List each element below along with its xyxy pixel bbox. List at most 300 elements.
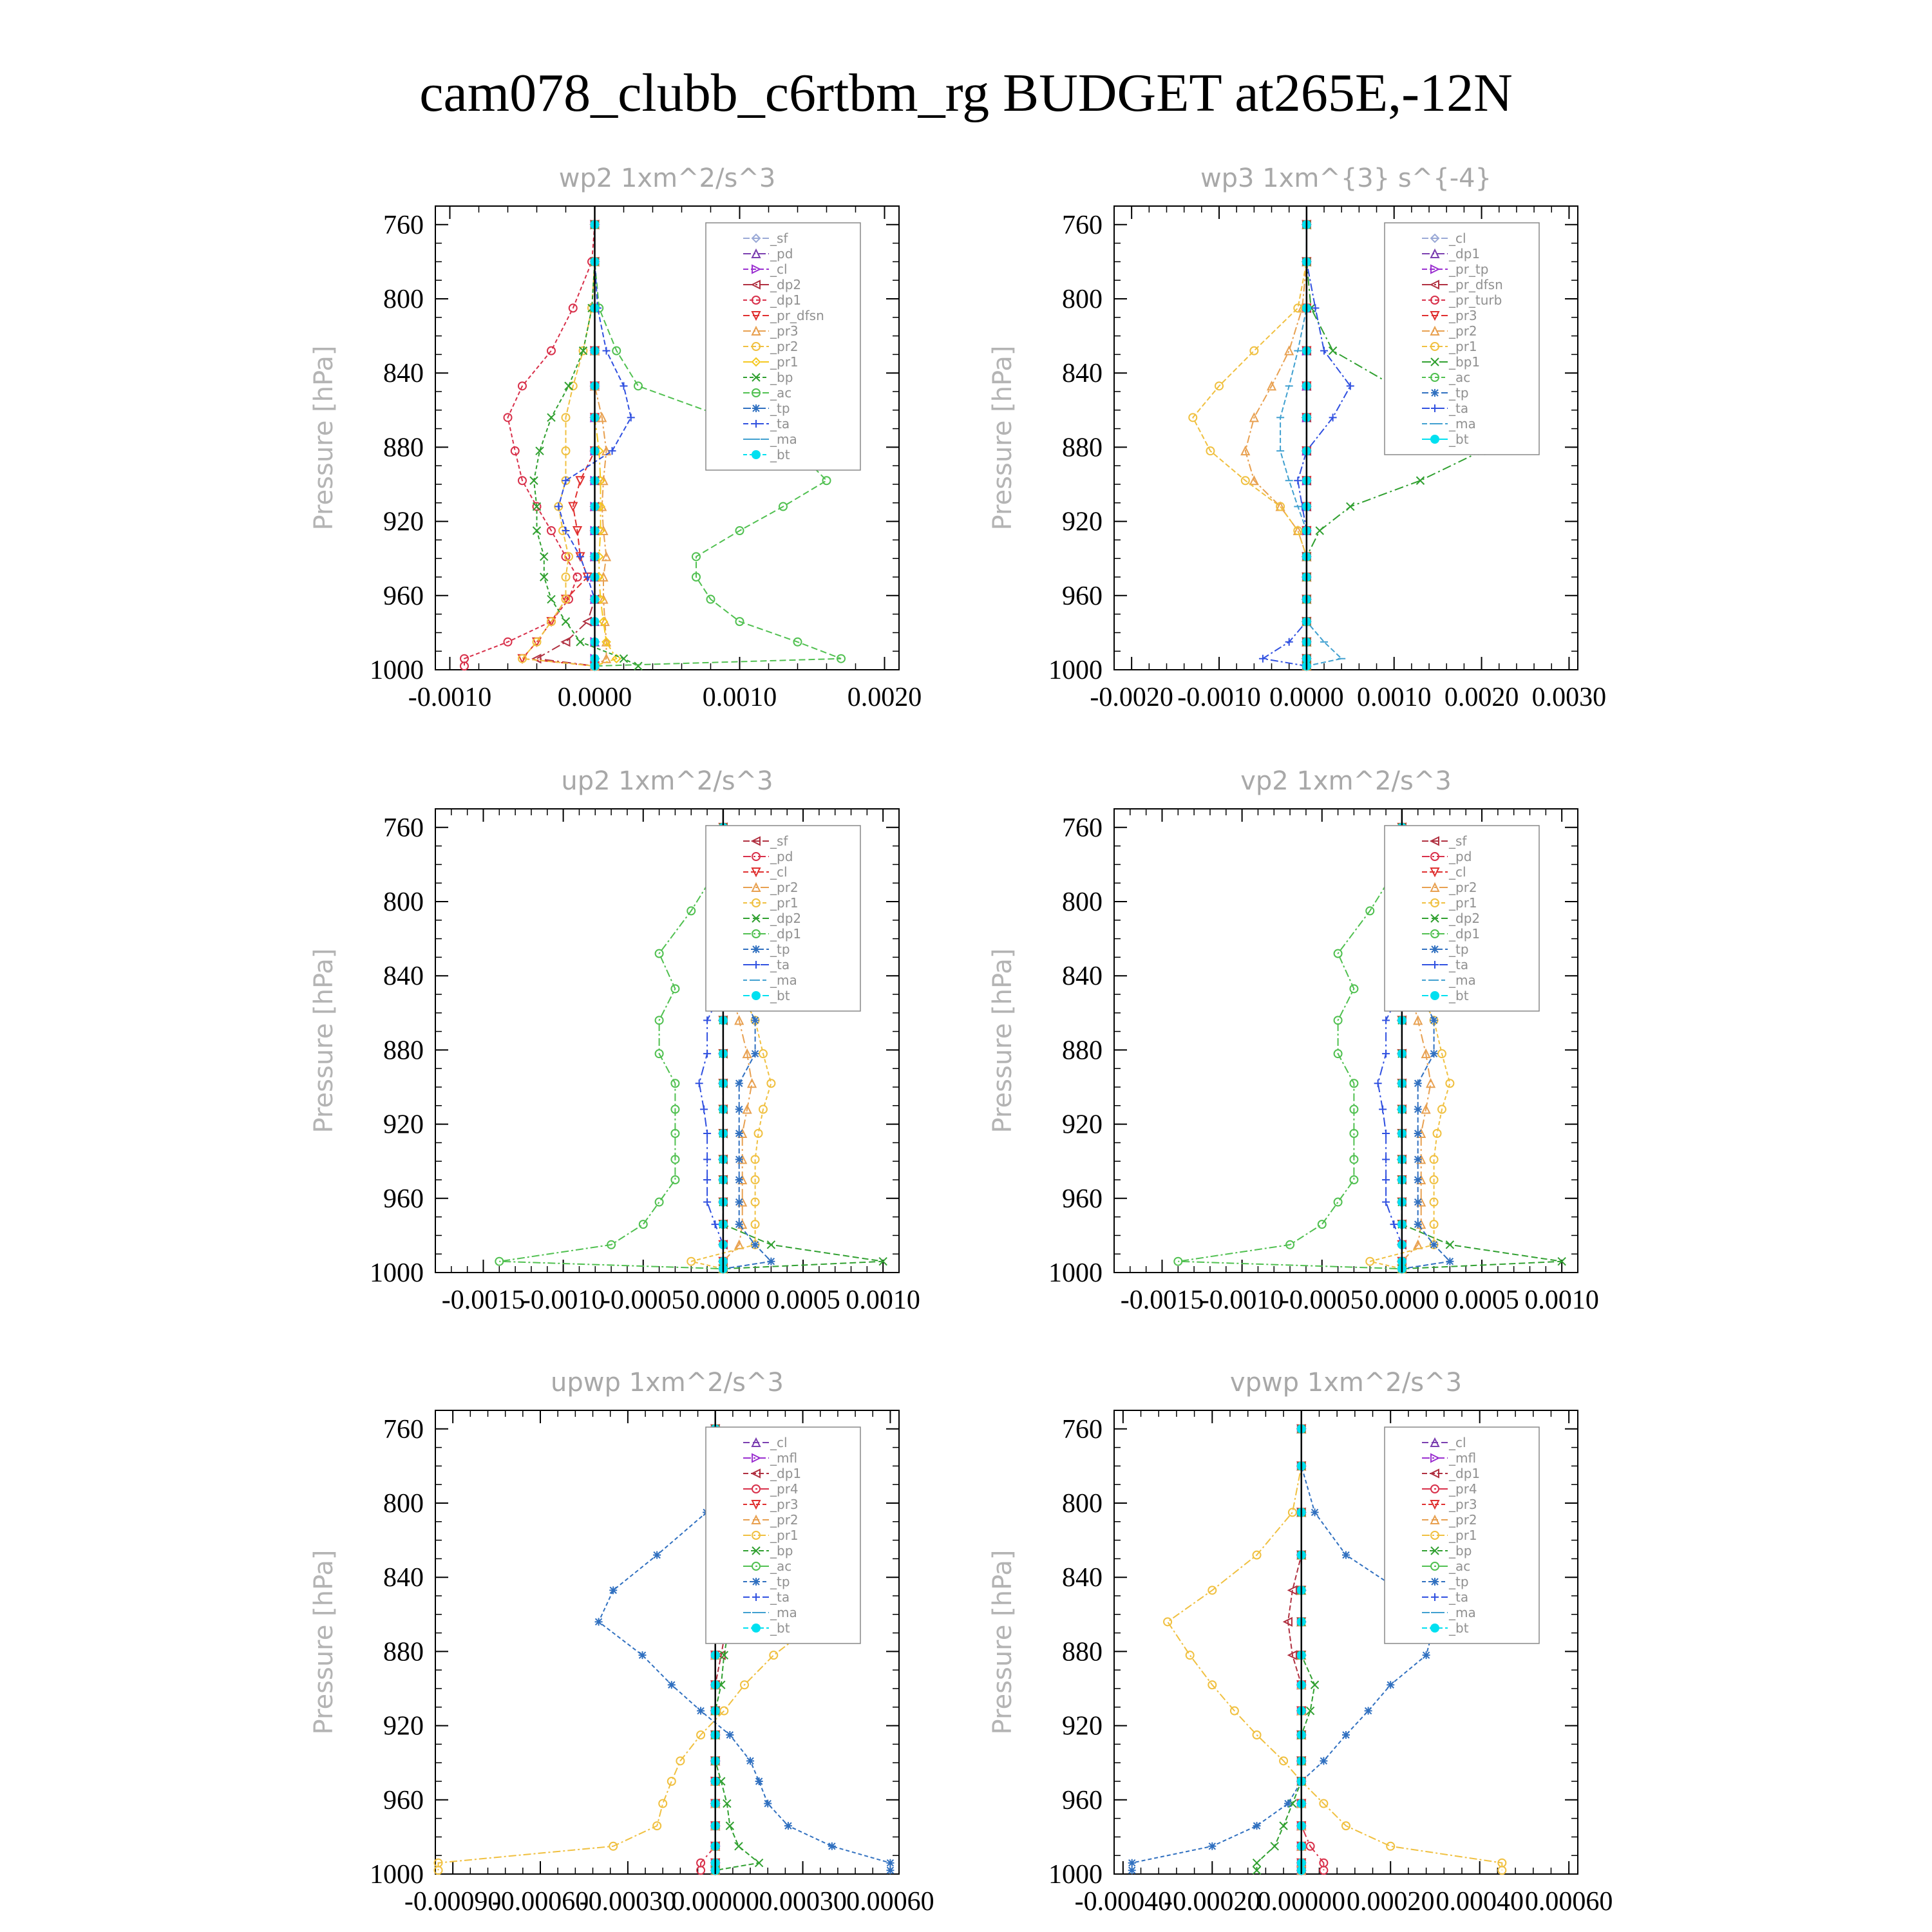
data-point: [653, 1551, 661, 1559]
y-tick-label: 760: [1062, 210, 1103, 240]
panel-3: [309, 766, 920, 1315]
data-point: [1414, 1155, 1422, 1163]
legend-marker: [1430, 1624, 1439, 1633]
y-tick-label: 960: [1062, 1785, 1103, 1815]
data-point: [1342, 1731, 1350, 1739]
data-point: [1498, 1866, 1506, 1874]
data-point: [1250, 347, 1258, 355]
legend-entry: _mfl: [770, 1450, 798, 1466]
legend-entry: _dp1: [1449, 246, 1481, 261]
data-point: [700, 1106, 708, 1113]
legend-entry: _sf: [770, 833, 788, 849]
data-point: [1390, 1220, 1397, 1228]
data-point: [1414, 1176, 1422, 1184]
legend-entry: _pr1: [770, 354, 799, 370]
x-tick-label: 0.00000: [1257, 1887, 1346, 1917]
legend-marker: [752, 991, 761, 1000]
legend-entry: _tp: [770, 401, 790, 416]
legend-entry: _sf: [770, 231, 788, 246]
data-point: [1208, 1842, 1216, 1850]
data-point: [639, 1220, 647, 1228]
y-axis-label: Pressure [hPa]: [309, 1549, 339, 1735]
data-point: [711, 1220, 719, 1228]
y-tick-label: 960: [1062, 1184, 1103, 1214]
legend-entry: _pr3: [770, 323, 799, 339]
legend-entry: _dp1: [770, 1466, 802, 1481]
x-tick-label: -0.00090: [404, 1887, 502, 1917]
data-point: [547, 347, 555, 355]
series-line: [1178, 828, 1402, 1269]
legend-entry: _pr1: [1449, 1528, 1477, 1543]
data-point: [703, 1016, 711, 1024]
data-point: [1365, 1707, 1372, 1715]
y-tick-label: 1000: [370, 1258, 424, 1288]
y-tick-label: 800: [1062, 887, 1103, 917]
data-point: [735, 1198, 743, 1206]
legend-marker: [752, 945, 760, 953]
legend-entry: _tp: [1449, 1574, 1469, 1589]
data-point: [823, 477, 831, 484]
series-pr2: [1242, 221, 1311, 670]
data-point: [1347, 503, 1354, 511]
data-point: [1414, 1220, 1422, 1228]
legend-marker: [752, 1624, 761, 1633]
legend-entry: _cl: [1449, 231, 1466, 246]
data-point: [735, 1220, 743, 1228]
series-line: [1245, 225, 1307, 666]
data-point: [735, 1130, 743, 1137]
x-tick-label: 0.0005: [766, 1285, 840, 1315]
legend-entry: _bt: [770, 988, 790, 1003]
legend-entry: _ma: [770, 972, 797, 988]
data-point: [671, 1176, 679, 1184]
x-tick-label: 0.00060: [1524, 1887, 1613, 1917]
legend-marker: [1431, 945, 1439, 953]
x-tick-label: 0.0000: [1269, 683, 1344, 712]
legend-entry: _pd: [770, 246, 793, 261]
legend-entry: _dp1: [770, 292, 802, 308]
y-tick-label: 840: [1062, 359, 1103, 389]
y-tick-label: 880: [383, 433, 424, 463]
data-point: [1186, 1651, 1194, 1659]
y-tick-label: 920: [383, 507, 424, 537]
data-point: [1253, 1859, 1261, 1867]
data-point: [1382, 1176, 1390, 1184]
legend: [1385, 826, 1539, 1011]
x-tick-label: 0.0010: [1356, 683, 1432, 712]
x-tick-label: 0.0000: [686, 1285, 761, 1315]
legend-entry: _ma: [770, 1605, 797, 1620]
x-tick-label: 0.0030: [1531, 683, 1607, 712]
data-point: [1320, 1866, 1327, 1874]
legend-entry: _cl: [1449, 1435, 1466, 1450]
legend-entry: _dp1: [770, 926, 802, 942]
data-point: [784, 1822, 792, 1830]
data-point: [767, 1079, 775, 1087]
legend-entry: _cl: [770, 1435, 788, 1450]
data-point: [547, 413, 555, 421]
y-axis-label: Pressure [hPa]: [309, 345, 339, 531]
legend-entry: _cl: [770, 864, 788, 880]
legend-entry: _tp: [1449, 942, 1469, 957]
y-tick-label: 960: [383, 1184, 424, 1214]
legend-entry: _dp2: [770, 277, 802, 292]
data-point: [746, 1757, 754, 1765]
data-point: [735, 1842, 743, 1850]
legend-entry: _bt: [1449, 1620, 1469, 1636]
series-line: [522, 225, 595, 666]
data-point: [659, 1800, 667, 1808]
y-tick-label: 1000: [1048, 656, 1103, 685]
data-point: [767, 1241, 775, 1249]
legend-entry: _ma: [1449, 972, 1476, 988]
data-point: [1294, 477, 1302, 484]
y-tick-label: 760: [383, 813, 424, 843]
panel-title: wp3 1xm^{3} s^{-4}: [1200, 164, 1492, 193]
legend-entry: _ta: [770, 1589, 790, 1605]
data-point: [1280, 1822, 1287, 1830]
legend-entry: _pr3: [1449, 308, 1477, 323]
legend-entry: _ac: [770, 1558, 792, 1574]
legend-entry: _ta: [1449, 401, 1469, 416]
legend-entry: _tp: [1449, 385, 1469, 401]
data-point: [576, 477, 584, 484]
data-point: [627, 413, 635, 421]
data-point: [1329, 347, 1337, 355]
legend-entry: _pr2: [770, 339, 799, 354]
y-tick-label: 920: [1062, 1711, 1103, 1741]
data-point: [533, 655, 541, 663]
x-tick-label: -0.0015: [1120, 1285, 1204, 1315]
legend-entry: _pd: [1449, 849, 1472, 864]
legend-entry: _tp: [770, 1574, 790, 1589]
x-tick-label: 0.0005: [1444, 1285, 1519, 1315]
y-tick-label: 800: [383, 285, 424, 314]
data-point: [1284, 1800, 1292, 1808]
data-point: [1259, 655, 1267, 663]
data-point: [1128, 1866, 1136, 1874]
legend-entry: _bt: [770, 1620, 790, 1636]
series-dp1: [1174, 824, 1406, 1273]
data-point: [1271, 1842, 1278, 1850]
legend-entry: _ta: [770, 957, 790, 972]
data-point: [764, 1800, 772, 1808]
legend-entry: _bp1: [1449, 354, 1481, 370]
legend-entry: _pr2: [1449, 1512, 1477, 1528]
legend-entry: _bp: [1449, 1543, 1472, 1558]
series-bp: [530, 221, 642, 670]
data-point: [668, 1777, 676, 1785]
legend-entry: _dp1: [1449, 926, 1481, 942]
x-tick-label: -0.00060: [491, 1887, 589, 1917]
data-point: [562, 618, 570, 625]
x-tick-label: 0.00060: [846, 1887, 934, 1917]
panel-4: [988, 766, 1599, 1315]
legend-entry: _pr2: [770, 880, 799, 895]
data-point: [1430, 1016, 1438, 1024]
y-tick-label: 920: [383, 1711, 424, 1741]
data-point: [1387, 1681, 1394, 1689]
y-tick-label: 1000: [1048, 1258, 1103, 1288]
legend-entry: _bp: [770, 1543, 793, 1558]
data-point: [828, 1842, 836, 1850]
y-tick-label: 920: [1062, 1110, 1103, 1140]
series-pr_dfsn: [518, 221, 599, 670]
data-point: [595, 1618, 603, 1625]
y-tick-label: 760: [1062, 1414, 1103, 1444]
data-point: [1311, 1508, 1319, 1516]
data-point: [1128, 1859, 1136, 1867]
series-pr1: [1189, 221, 1311, 670]
data-point: [1320, 347, 1328, 355]
data-point: [1374, 1079, 1382, 1087]
data-point: [1379, 1106, 1387, 1113]
legend-entry: _bp: [770, 370, 793, 385]
data-point: [1311, 304, 1319, 312]
x-tick-label: 0.0010: [702, 683, 777, 712]
legend-entry: _ac: [770, 385, 792, 401]
legend-entry: _pr3: [1449, 1497, 1477, 1512]
data-point: [1320, 1757, 1327, 1765]
legend-entry: _cl: [770, 261, 788, 277]
legend-entry: _pr4: [770, 1481, 799, 1497]
panel-6: [988, 1368, 1613, 1917]
legend-entry: _dp1: [1449, 1466, 1481, 1481]
data-point: [703, 1050, 711, 1057]
legend-marker: [1431, 1578, 1439, 1586]
legend-entry: _ma: [1449, 416, 1476, 431]
legend-entry: _bt: [770, 447, 790, 462]
y-tick-label: 960: [383, 1785, 424, 1815]
data-point: [735, 1106, 743, 1113]
data-point: [1382, 1155, 1390, 1163]
data-point: [726, 1731, 734, 1739]
y-tick-label: 960: [383, 581, 424, 611]
data-point: [565, 382, 573, 390]
data-point: [576, 638, 584, 646]
series-line: [1193, 225, 1307, 666]
legend-marker: [752, 1578, 760, 1586]
y-tick-label: 800: [1062, 1489, 1103, 1519]
x-tick-label: 0.0020: [1444, 683, 1519, 712]
legend-entry: _ac: [1449, 370, 1471, 385]
legend-entry: _pr2: [1449, 323, 1477, 339]
legend-entry: _ta: [1449, 1589, 1469, 1605]
legend-entry: _tp: [770, 942, 790, 957]
series-line: [499, 828, 723, 1269]
y-tick-label: 840: [1062, 961, 1103, 992]
data-point: [703, 1155, 711, 1163]
legend-entry: _mfl: [1449, 1450, 1477, 1466]
legend-entry: _pr3: [770, 1497, 799, 1512]
x-tick-label: -0.0010: [521, 1285, 605, 1315]
x-tick-label: 0.0010: [1524, 1285, 1599, 1315]
panel-5: [309, 1368, 934, 1917]
legend-entry: _pr_tp: [1449, 261, 1489, 277]
legend-entry: _pr_dfsn: [770, 308, 824, 323]
legend-entry: _ac: [1449, 1558, 1471, 1574]
data-point: [1423, 1651, 1430, 1659]
legend-entry: _pr2: [770, 1512, 799, 1528]
x-tick-label: -0.0010: [1200, 1285, 1284, 1315]
panel-title: up2 1xm^2/s^3: [561, 766, 773, 796]
data-point: [1382, 1050, 1390, 1057]
data-point: [1253, 1822, 1261, 1830]
legend-entry: _ta: [1449, 957, 1469, 972]
legend-entry: _ma: [770, 431, 797, 447]
y-tick-label: 840: [383, 359, 424, 389]
legend-marker: [1430, 435, 1439, 444]
series-line: [534, 225, 638, 666]
data-point: [1285, 347, 1293, 355]
legend-marker: [1431, 389, 1439, 397]
legend-entry: _pr1: [1449, 895, 1477, 911]
data-point: [574, 573, 582, 581]
panel-1: [309, 164, 922, 712]
y-tick-label: 760: [383, 1414, 424, 1444]
y-tick-label: 1000: [1048, 1860, 1103, 1889]
data-point: [752, 1241, 759, 1249]
legend-entry: _pd: [770, 849, 793, 864]
panel-title: upwp 1xm^2/s^3: [551, 1368, 784, 1397]
data-point: [886, 1859, 894, 1867]
x-tick-label: 0.0000: [1365, 1285, 1439, 1315]
series-dp1: [460, 221, 599, 670]
x-tick-label: -0.00030: [579, 1887, 677, 1917]
series-line: [464, 225, 595, 666]
data-point: [1311, 1681, 1319, 1689]
data-point: [703, 1130, 711, 1137]
y-axis-label: Pressure [hPa]: [988, 345, 1018, 531]
data-point: [562, 638, 570, 646]
legend-entry: _pr1: [770, 895, 799, 911]
series-dp1: [495, 824, 727, 1273]
y-tick-label: 920: [383, 1110, 424, 1140]
data-point: [886, 1866, 894, 1874]
legend-entry: _ma: [1449, 1605, 1476, 1620]
y-tick-label: 960: [1062, 581, 1103, 611]
data-point: [547, 596, 555, 603]
panel-2: [988, 164, 1606, 712]
legend-entry: _cl: [1449, 864, 1466, 880]
x-tick-label: -0.00020: [1164, 1887, 1261, 1917]
data-point: [752, 1016, 759, 1024]
data-point: [1334, 1198, 1342, 1206]
legend-entry: _sf: [1449, 833, 1467, 849]
legend-entry: _pr1: [1449, 339, 1477, 354]
x-tick-label: -0.0010: [408, 683, 492, 712]
y-tick-label: 840: [383, 1563, 424, 1593]
data-point: [1382, 1130, 1390, 1137]
panel-title: vpwp 1xm^2/s^3: [1229, 1368, 1463, 1397]
y-tick-label: 880: [1062, 1036, 1103, 1066]
series-pr2: [518, 221, 599, 670]
y-tick-label: 800: [383, 1489, 424, 1519]
data-point: [1446, 1079, 1454, 1087]
y-axis-label: Pressure [hPa]: [309, 948, 339, 1133]
legend-entry: _pr2: [1449, 880, 1477, 895]
data-point: [1316, 527, 1323, 535]
data-point: [1416, 477, 1424, 484]
x-tick-label: -0.0015: [441, 1285, 526, 1315]
x-tick-label: 0.00020: [1346, 1887, 1435, 1917]
y-tick-label: 840: [383, 961, 424, 992]
y-axis-label: Pressure [hPa]: [988, 1549, 1018, 1735]
x-tick-label: -0.0005: [1280, 1285, 1364, 1315]
y-tick-label: 1000: [370, 656, 424, 685]
data-point: [1446, 1258, 1454, 1265]
panel-title: wp2 1xm^2/s^3: [558, 164, 776, 193]
y-tick-label: 920: [1062, 507, 1103, 537]
data-point: [668, 1681, 676, 1689]
data-point: [540, 553, 548, 560]
data-point: [1318, 1220, 1326, 1228]
figure-title: cam078_clubb_c6rtbm_rg BUDGET at265E,-12N: [419, 63, 1513, 123]
data-point: [634, 662, 642, 670]
data-point: [752, 1050, 759, 1057]
data-point: [609, 1586, 617, 1594]
legend-entry: _pr1: [770, 1528, 799, 1543]
data-point: [735, 1155, 743, 1163]
y-tick-label: 1000: [370, 1860, 424, 1889]
data-point: [634, 382, 642, 390]
x-tick-label: 0.00030: [759, 1887, 847, 1917]
legend-entry: _dp2: [770, 911, 802, 926]
data-point: [1446, 1241, 1454, 1249]
data-point: [533, 527, 541, 535]
legend: [706, 1427, 860, 1643]
data-point: [697, 1707, 705, 1715]
data-point: [656, 1198, 663, 1206]
x-tick-label: -0.0010: [1177, 683, 1261, 712]
legend: [706, 223, 860, 470]
legend-entry: _ta: [770, 416, 790, 431]
y-tick-label: 880: [1062, 1637, 1103, 1667]
y-tick-label: 880: [1062, 433, 1103, 463]
data-point: [639, 1651, 647, 1659]
legend-entry: _bt: [1449, 431, 1469, 447]
data-point: [1350, 1176, 1358, 1184]
legend-entry: _dp2: [1449, 911, 1481, 926]
data-point: [1342, 1551, 1350, 1559]
data-point: [735, 1079, 743, 1087]
legend-marker: [752, 450, 761, 459]
data-point: [1414, 1198, 1422, 1206]
data-point: [1414, 1079, 1422, 1087]
data-point: [1414, 1130, 1422, 1137]
y-tick-label: 760: [1062, 813, 1103, 843]
panel-title: vp2 1xm^2/s^3: [1240, 766, 1452, 796]
data-point: [620, 382, 628, 390]
data-point: [1414, 1106, 1422, 1113]
data-point: [603, 347, 611, 355]
data-point: [1382, 1016, 1390, 1024]
x-tick-label: 0.0000: [557, 683, 632, 712]
y-tick-label: 800: [1062, 285, 1103, 314]
x-tick-label: 0.00000: [671, 1887, 759, 1917]
legend-marker: [1430, 991, 1439, 1000]
x-tick-label: 0.0010: [846, 1285, 920, 1315]
x-tick-label: -0.0005: [601, 1285, 685, 1315]
y-tick-label: 760: [383, 210, 424, 240]
legend-marker: [752, 404, 760, 412]
y-tick-label: 880: [383, 1637, 424, 1667]
x-tick-label: 0.00040: [1435, 1887, 1524, 1917]
legend: [1385, 223, 1539, 455]
y-tick-label: 840: [1062, 1563, 1103, 1593]
legend-entry: _pr4: [1449, 1481, 1477, 1497]
x-tick-label: -0.00040: [1074, 1887, 1172, 1917]
